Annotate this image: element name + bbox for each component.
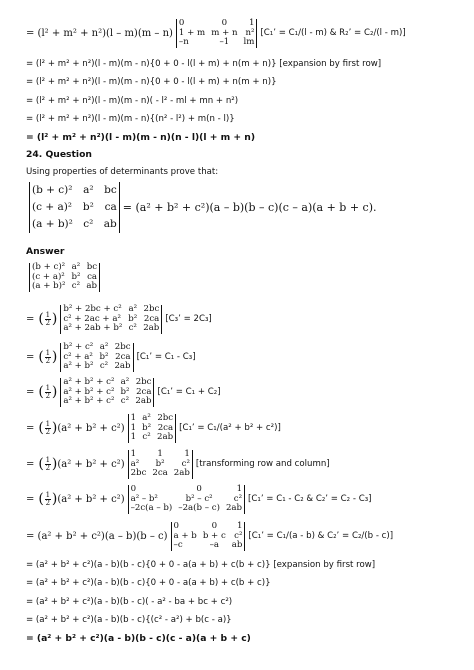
answer-step-6-determinant <box>128 485 245 514</box>
matrix-cell: (a + b)² <box>32 218 73 230</box>
matrix-cell: –1 <box>219 37 230 47</box>
matrix-cell: 2ab <box>225 503 243 513</box>
matrix-cell: b² <box>128 313 138 324</box>
matrix-cell: n² <box>245 27 255 38</box>
answer-step-1: = ( $\frac{1}{2}$ ) b² + 2bc + c² a² 2bc c² + 2ac + a² b² 2ca a² + 2ab + b² c² 2ab [C₃’ = 2C₃] <box>26 304 212 333</box>
matrix-cell: (c + a)² <box>32 271 65 282</box>
matrix-cell: 1 <box>236 521 243 531</box>
answer-step-7 <box>26 522 393 551</box>
answer-step-3: = ( $\frac{1}{2}$ ) a² + b² + c² a² 2bc a² + b² + c² b² 2ca a² + b² + c² c² 2ab [C₁’ = C₁ + C₂] <box>26 377 221 406</box>
question-equation <box>26 182 377 233</box>
matrix-cell: bc <box>104 184 117 196</box>
matrix-cell: b² – c² <box>185 493 213 504</box>
matrix-cell: (a + b)² <box>32 281 66 291</box>
answer-step-5-factor: (a² + b² + c²) <box>57 458 125 470</box>
matrix-cell: 2ca <box>143 313 160 324</box>
answer-step-5-operations: [transforming row and column] <box>195 459 330 470</box>
answer-step-7-determinant <box>171 522 246 551</box>
matrix-cell: 2bc <box>130 468 147 478</box>
matrix-cell: a² – b² <box>130 493 158 504</box>
matrix-cell: b² <box>155 458 165 469</box>
matrix-cell: ab <box>103 218 117 230</box>
top-step-1-prefix: = (l² + m² + n²)(l – m)(m – n) <box>26 27 173 39</box>
matrix-cell: a² + b² + c² <box>63 396 115 406</box>
matrix-cell: a² <box>142 413 151 423</box>
matrix-cell: c² <box>142 432 151 442</box>
top-step-2: = (l² + m² + n²)(l - m)(m - n){0 + 0 - l(l + m) + n(m + n)} [expansion by first row] <box>26 59 382 69</box>
matrix-cell: a² <box>120 377 130 387</box>
half-fraction: $\frac{1}{2}$ <box>45 310 51 327</box>
matrix-cell: 2bc <box>114 342 131 352</box>
matrix-cell: a² <box>99 342 109 352</box>
answer-step-0-determinant <box>29 263 100 292</box>
top-step-5: = (l² + m² + n²)(l - m)(m - n){(n² - l²) + m(n - l)} <box>26 114 235 124</box>
matrix-cell: –n <box>178 37 189 47</box>
matrix-cell: –c <box>173 540 183 550</box>
question-rhs: = (a² + b² + c²)(a – b)(b – c)(c – a)(a + b + c). <box>122 201 377 214</box>
matrix-cell: b² <box>99 351 109 362</box>
matrix-cell: 2ab <box>135 396 152 406</box>
matrix-cell: 1 <box>157 449 163 459</box>
answer-step-8: = (a² + b² + c²)(a - b)(b - c){0 + 0 - a(a + b) + c(b + c)} [expansion by first row] <box>26 560 376 570</box>
top-step-3: = (l² + m² + n²)(l - m)(m - n){0 + 0 - l(l + m) + n(m + n)} <box>26 77 277 87</box>
matrix-cell: m + n <box>211 27 238 38</box>
top-step-1-operations: [C₁’ = C₁/(l - m) & R₂’ = C₂/(l - m)] <box>260 28 406 39</box>
matrix-cell: a² + b² + c² <box>63 377 115 387</box>
matrix-cell: c² + 2ac + a² <box>63 313 121 324</box>
question-prompt: Using properties of determinants prove that: <box>26 167 219 177</box>
matrix-cell: ab <box>86 281 98 291</box>
top-step-1-determinant <box>176 19 258 48</box>
matrix-cell: 1 <box>130 413 137 423</box>
matrix-cell: c² <box>233 493 243 504</box>
matrix-cell: 1 <box>248 18 255 28</box>
top-step-4: = (l² + m² + n²)(l - m)(m - n)( - l² - ml + mn + n²) <box>26 96 239 106</box>
matrix-cell: c² <box>128 323 137 333</box>
matrix-cell: (b + c)² <box>32 262 66 272</box>
matrix-cell: c² + a² <box>63 351 93 362</box>
matrix-cell: a² <box>130 458 140 469</box>
matrix-cell: 1 <box>130 432 137 442</box>
answer-step-9: = (a² + b² + c²)(a - b)(b - c){0 + 0 - a(a + b) + c(b + c)} <box>26 578 271 588</box>
top-result: = (l² + m² + n²)(l - m)(m - n)(n - l)(l + m + n) <box>26 132 256 143</box>
matrix-cell: 0 <box>130 484 137 494</box>
matrix-cell: a² + 2ab + b² <box>63 323 123 333</box>
matrix-cell: a² <box>83 184 94 196</box>
matrix-cell: a² <box>128 304 138 314</box>
top-step-1 <box>26 19 406 48</box>
matrix-cell: c² <box>120 396 130 406</box>
matrix-cell: 2ab <box>143 323 160 333</box>
answer-step-4-operations: [C₁’ = C₁/(a² + b² + c²)] <box>179 423 281 434</box>
answer-step-2-determinant <box>60 343 133 372</box>
matrix-cell: b² + c² <box>63 342 94 352</box>
matrix-cell: a² <box>71 262 81 272</box>
answer-step-2: = ( $\frac{1}{2}$ ) b² + c² a² 2bc c² + a² b² 2ca a² + b² c² 2ab [C₁’ = C₁ - C₃] <box>26 342 196 371</box>
matrix-cell: lm <box>243 37 255 47</box>
matrix-cell: 2ca <box>115 351 131 362</box>
answer-step-7-operations: [C₁’ = C₁/(a - b) & C₂’ = C₂/(b - c)] <box>248 531 394 542</box>
answer-step-0 <box>26 263 103 292</box>
matrix-cell: 2bc <box>135 377 152 387</box>
matrix-cell: bc <box>86 262 98 272</box>
answer-step-1-operations: [C₃’ = 2C₃] <box>165 314 212 325</box>
answer-step-4-factor: (a² + b² + c²) <box>57 422 125 434</box>
answer-step-5: = ( $\frac{1}{2}$ ) (a² + b² + c²) 1 1 1 a² b² c² 2bc 2ca 2ab [transforming row and column] <box>26 449 330 478</box>
question-determinant <box>29 182 120 233</box>
answer-step-11: = (a² + b² + c²)(a - b)(b - c){(c² - a²) + b(c - a)} <box>26 615 232 625</box>
answer-step-7-prefix: = (a² + b² + c²)(a – b)(b – c) <box>26 530 168 542</box>
matrix-cell: ab <box>231 540 243 550</box>
matrix-cell: a² + b² <box>63 361 94 371</box>
matrix-cell: a + b <box>173 530 197 541</box>
answer-step-2-operations: [C₁’ = C₁ - C₃] <box>136 352 196 363</box>
matrix-cell: 1 + m <box>178 27 206 38</box>
matrix-cell: 0 <box>196 484 202 494</box>
matrix-cell: 1 <box>130 422 137 433</box>
question-heading: 24. Question <box>26 149 92 160</box>
matrix-cell: 2ca <box>152 468 168 478</box>
matrix-cell: b² <box>71 271 81 282</box>
matrix-cell: 2bc <box>143 304 160 314</box>
matrix-cell: a² + b² + c² <box>63 386 115 397</box>
answer-step-4-determinant <box>128 414 177 443</box>
matrix-cell: ca <box>104 201 117 213</box>
matrix-cell: c² <box>234 530 243 541</box>
matrix-cell: b² + 2bc + c² <box>63 304 122 314</box>
matrix-cell: ca <box>87 271 98 282</box>
answer-step-6: = ( $\frac{1}{2}$ ) (a² + b² + c²) 0 0 1 a² – b² b² – c² c² –2c(a – b) –2a(b – c) 2ab [C₁’ = C₁ - C₂ & C₂’ = C₂ - C₃] <box>26 484 372 513</box>
answer-step-5-determinant <box>128 450 193 479</box>
matrix-cell: b² <box>82 201 94 213</box>
answer-step-1-determinant <box>60 305 162 334</box>
matrix-cell: b² <box>120 386 130 397</box>
matrix-cell: 2ca <box>157 422 174 433</box>
matrix-cell: 1 <box>236 484 243 494</box>
matrix-cell: 0 <box>173 521 179 531</box>
matrix-cell: b² <box>142 422 152 433</box>
matrix-cell: (b + c)² <box>32 184 73 196</box>
answer-step-3-operations: [C₁’ = C₁ + C₂] <box>157 387 221 398</box>
matrix-cell: 2ab <box>114 361 131 371</box>
matrix-cell: 1 <box>130 449 137 459</box>
matrix-cell: 1 <box>184 449 190 459</box>
matrix-cell: 0 <box>211 521 218 531</box>
answer-step-3-determinant <box>60 378 154 407</box>
matrix-cell: c² <box>99 361 109 371</box>
answer-step-4: = ( $\frac{1}{2}$ ) (a² + b² + c²) 1 a² 2bc 1 b² 2ca 1 c² 2ab [C₁’ = C₁/(a² + b² + c²)] <box>26 413 281 442</box>
matrix-cell: –2a(b – c) <box>178 503 220 513</box>
matrix-cell: 2ab <box>157 432 174 442</box>
matrix-cell: c² <box>181 458 190 469</box>
answer-result: = (a² + b² + c²)(a - b)(b - c)(c - a)(a + b + c) <box>26 633 251 644</box>
matrix-cell: 2ca <box>136 386 152 397</box>
answer-step-6-operations: [C₁’ = C₁ - C₂ & C₂’ = C₂ - C₃] <box>248 494 372 505</box>
matrix-cell: –2c(a – b) <box>130 503 173 513</box>
answer-step-10: = (a² + b² + c²)(a - b)(b - c)( - a² - ba + bc + c²) <box>26 597 233 607</box>
matrix-cell: (c + a)² <box>32 201 73 213</box>
matrix-cell: b + c <box>202 530 226 541</box>
matrix-cell: 0 <box>221 18 228 28</box>
answer-heading: Answer <box>26 246 65 257</box>
matrix-cell: c² <box>71 281 81 291</box>
answer-step-6-factor: (a² + b² + c²) <box>57 493 125 505</box>
matrix-cell: –a <box>209 540 220 550</box>
matrix-cell: 2ab <box>173 468 190 478</box>
matrix-cell: 2bc <box>157 413 174 423</box>
matrix-cell: 0 <box>178 18 185 28</box>
matrix-cell: c² <box>83 218 94 230</box>
